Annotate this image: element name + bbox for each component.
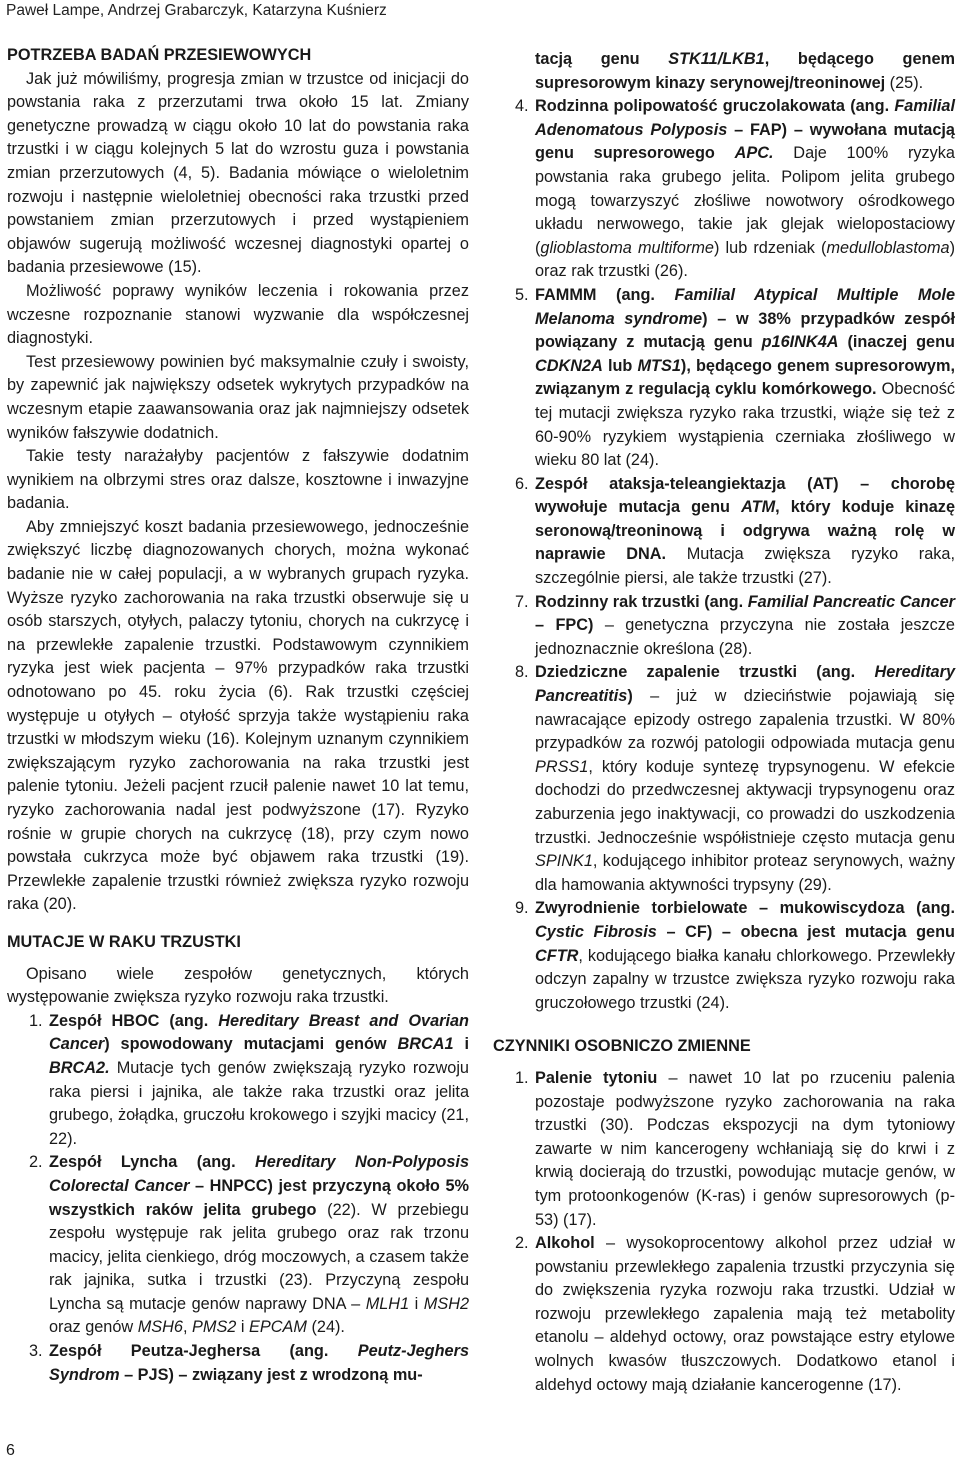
section-title-screening: POTRZEBA BADAŃ PRZESIEWOWYCH: [7, 46, 312, 64]
paragraph: Test przesiewowy powinien być maksymalnie czuły i swoisty, by zapewnić jak największy odsetek wykrytych przypadków na wczesnym etapie zaawansowania oraz jak najmniejszy odsetek wyników fałszywie dodatnich.: [7, 352, 469, 442]
item-text: , który koduje syntezę trypsynogenu. W efekcie dochodzi do przedwczesnej aktywacji trypsynogenu oraz zaburzenia jego inaktywacji, co prowadzi do uszkodzenia trzustki. Jednocześnie współistnieje często mutacja genu: [535, 757, 955, 847]
list-item-cf: [493, 897, 955, 1015]
item-text: – PJS) – związany jest z wrodzoną mu-: [119, 1365, 423, 1384]
item-text: Mutacje tych genów zwiększają ryzyko rozwoju raka piersi i jajnika, ale także raka trzustki oraz jelita grubego, żołądka, gruczołu krokowego i szyjki macicy (21, 22).: [49, 1058, 469, 1148]
running-header-authors: Paweł Lampe, Andrzej Grabarczyk, Katarzyna Kuśnierz: [6, 2, 387, 19]
section-title-mutations: MUTACJE W RAKU TRZUSTKI: [7, 932, 241, 951]
item-text: glioblastoma multiforme: [540, 238, 714, 257]
item-text: i: [453, 1035, 469, 1054]
gene-name: ATM: [741, 498, 776, 517]
item-text: oraz genów: [49, 1318, 138, 1337]
list-number: 6.: [515, 474, 529, 493]
item-text: Familial Atypical Multiple Mole Melanoma syndrome: [535, 285, 955, 328]
item-text: medulloblastoma: [826, 238, 950, 257]
item-text: Zespół Lyncha (ang.: [49, 1153, 256, 1172]
list-item-pjs-continued: [493, 48, 955, 95]
item-text: (inaczej genu: [838, 333, 955, 352]
item-text: (25).: [885, 73, 924, 92]
right-column: [493, 48, 955, 1397]
item-text: Dziedziczne zapalenie trzustki (ang.: [535, 663, 875, 682]
list-item-fpc: [493, 591, 955, 662]
item-text: Hereditary Breast and Ovarian Cancer: [49, 1011, 469, 1054]
gene-name: SPINK1: [535, 852, 593, 871]
list-item-pjs: [7, 1340, 469, 1387]
list-item-hp: [493, 661, 955, 897]
gene-name: MLH1: [365, 1294, 410, 1313]
item-text: tacją genu: [535, 50, 669, 68]
item-text: – wysokoprocentowy alkohol przez udział w powstaniu przewlekłego zapalenia trzustki przyczynia się do zwiększenia ryzyka rozwoju raka trzustki. Udział w rozwoju przewlekłego zapalenia mają też metabolity etanolu – aldehyd octowy, oraz powstające estry etylowe wolnych kwasów tłuszczowych. Dodatkowo etanol i aldehyd octowy mają działanie kancerogenne (17).: [535, 1234, 955, 1394]
item-text: – nawet 10 lat po rzuceniu palenia pozostaje podwyższone ryzyko zachorowania na raka trzustki (30). Podczas ekspozycji na dym tytoniowy zawarte w nim kancerogeny wchłaniają się do krwi i z krwią docierają do trzustki, powodując mutacje genów, w tym protoonkogenów (K-ras) i genów supresorowych (p-53) (17).: [535, 1068, 955, 1229]
item-text: lub: [602, 356, 638, 375]
gene-name: MSH6: [137, 1318, 183, 1337]
gene-name: CDKN2A: [535, 356, 603, 375]
list-item-hboc: [7, 1010, 469, 1152]
list-item-at: [493, 473, 955, 591]
list-number: 1.: [515, 1068, 529, 1087]
paragraph: Możliwość poprawy wyników leczenia i rokowania przez wczesne rozpoznanie stanowi wyzwanie dla współczesnej diagnostyki.: [7, 281, 469, 348]
item-text: ) spowodowany mutacjami genów: [104, 1035, 398, 1054]
item-text: FAMMM (ang.: [535, 285, 675, 304]
gene-name: EPCAM: [249, 1318, 307, 1337]
gene-name: PRSS1: [535, 757, 589, 776]
gene-name: BRCA2.: [49, 1058, 110, 1077]
item-text: ): [627, 687, 633, 706]
item-text: Cystic Fibrosis: [535, 922, 657, 941]
item-text: Mutacja zwiększa ryzyko raka, szczególnie piersi, ale także trzustki (27).: [535, 545, 955, 588]
item-text: – FAP) – wywołana mutacją genu supresorowego: [535, 120, 955, 163]
paragraph: Takie testy narażałyby pacjentów z fałszywie dodatnim wynikiem na olbrzymi stres oraz dalsze, kosztowne i inwazyjne badania.: [7, 447, 469, 513]
gene-name: APC.: [734, 144, 774, 163]
item-text: , będącego genem supresorowym kinazy serynowej/treoninowej: [535, 50, 955, 92]
left-column: [7, 44, 469, 1387]
item-text: Peutz-Jeghers Syndrom: [49, 1342, 469, 1384]
item-text: Alkohol: [535, 1234, 595, 1253]
list-number: 7.: [515, 592, 529, 611]
item-text: – CF) – obecna jest mutacja genu: [656, 922, 955, 941]
item-text: – FPC): [535, 616, 594, 635]
item-text: (22). W przebiegu zespołu występuje rak jelita grubego oraz rak trzonu macicy, jelita cienkiego, dróg moczowych, a czasem także rak jajnika, sutka i trzustki (23). Przyczyną zespołu Lyncha są mutacje genów naprawy DNA –: [49, 1200, 469, 1313]
item-text: Hereditary Non-Polyposis Colorectal Cancer: [49, 1153, 469, 1195]
list-number: 1.: [29, 1011, 43, 1030]
list-item-lynch: [7, 1151, 469, 1340]
list-number: 3.: [29, 1342, 43, 1361]
item-text: i: [236, 1318, 250, 1337]
gene-name: BRCA1: [397, 1035, 454, 1054]
item-text: ,: [182, 1318, 193, 1337]
item-text: Daje 100% ryzyka powstania raka grubego jelita. Polipom jelita grubego mogą towarzyszyć złośliwe nowotwory ośrodkowego układu nerwowego, takie jak glejak wielopostaciowy (: [535, 144, 955, 257]
item-text: ) lub rdzeniak (: [713, 238, 827, 257]
item-text: Zespół HBOC (ang.: [49, 1011, 219, 1030]
item-text: Familial Pancreatic Cancer: [747, 592, 955, 611]
item-text: , kodującego białka kanału chlorkowego. Przewlekły odczyn zapalny w trzustce zwiększa ryzyko rozwoju raka gruczołowego trzustki (24).: [535, 946, 955, 1012]
gene-name: PMS2: [192, 1318, 237, 1337]
item-text: Obecność tej mutacji zwiększa ryzyko raka trzustki, wiąże się też z 60-90% ryzykiem wystąpienia czerniaka złośliwego w wieku 80 lat (24).: [535, 380, 955, 470]
item-text: , który koduje kinazę seronową/treoninową i odgrywa ważną rolę w naprawie DNA.: [535, 498, 955, 564]
item-text: ) – w 38% przypadków zespół powiązany z mutacją genu: [535, 309, 955, 352]
gene-name: MSH2: [423, 1294, 470, 1313]
gene-name: CFTR: [535, 946, 579, 965]
item-text: Zwyrodnienie torbielowate – mukowiscydoza (ang.: [535, 899, 955, 918]
item-text: – genetyczna przyczyna nie została jeszcze jednoznacznie określona (28).: [535, 616, 955, 658]
page-number: 6: [6, 1442, 15, 1459]
item-text: ) oraz rak trzustki (26).: [535, 238, 955, 281]
list-number: 9.: [515, 899, 529, 918]
item-text: – HNPCC) jest przyczyną około 5% wszystkich raków jelita grubego: [49, 1176, 469, 1219]
item-text: Zespół Peutza-Jeghersa (ang.: [49, 1342, 358, 1361]
list-number: 2.: [29, 1153, 43, 1172]
list-item-fammm: [493, 284, 955, 473]
list-number: 8.: [515, 663, 529, 682]
item-text: Zespół ataksja-teleangiektazja (AT) – chorobę wywołuje mutacja genu: [535, 474, 955, 517]
list-number: 4.: [515, 97, 529, 116]
gene-name: STK11/LKB1: [668, 50, 765, 68]
item-text: (24).: [306, 1318, 345, 1337]
paragraph: Jak już mówiliśmy, progresja zmian w trzustce od inicjacji do powstania raka z przerzutami trwa około 15 lat. Zmiany genetyczne prowadzą w ciągu około 10 lat do powstania raka trzustki i w ciągu kolejnych 5 lat do wzrostu guza i powstania zmian przerzutowych (4, 5). Badania mówiące o wieloletnim rozwoju i następnie wieloletniej obecności raka trzustki przed powstaniem zmian przerzutowych i przed wystąpieniem objawów sugerują możliwość wczesnej diagnostyki opartej o badania przesiewowe (15).: [7, 69, 469, 277]
paragraph: Opisano wiele zespołów genetycznych, których występowanie zwiększa ryzyko rozwoju raka trzustki.: [7, 964, 469, 1007]
item-text: Hereditary Pancreatitis: [535, 663, 955, 706]
gene-name: p16INK4A: [761, 333, 839, 352]
list-item-fap: [493, 95, 955, 284]
item-text: Rodzinny rak trzustki (ang.: [535, 592, 748, 611]
list-item-alcohol: [493, 1232, 955, 1397]
item-text: , kodującego inhibitor proteaz serynowych, ważny dla hamowania aktywności trypsyny (29).: [535, 852, 955, 894]
paragraph: Aby zmniejszyć koszt badania przesiewowego, jednocześnie zwiększyć liczbę diagnozowanych chorych, można wykonać badanie nie w całej populacji, a w wybranych grupach ryzyka. Wyższe ryzyko zachorowania na raka trzustki obserwuje się u osób starszych, otyłych, palaczy tytoniu, chorych na cukrzycę i na przewlekłe zapalenie trzustki. Podstawowym czynnikiem ryzyka jest wiek pacjenta – 97% przypadków raka trzustki odnotowano po 45. roku życia (6). Rak trzustki częściej występuje u otyłych – otyłość sprzyja także wystąpieniu raka trzustki w młodszym wieku (16). Kolejnym uznanym czynnikiem zwiększającym ryzyko zachorowania na raka trzustki jest palenie tytoniu. Jeżeli pacjent rzucił palenie nawet 10 lat temu, ryzyko zachorowania nadal jest podwyższone (17). Ryzyko rośnie w grupie chorych na cukrzycę (18), przy czym nowo powstała cukrzyca może być objawem raka trzustki (19). Przewlekłe zapalenie trzustki również zwiększa ryzyko rozwoju raka (20).: [7, 517, 469, 914]
list-item-smoking: [493, 1067, 955, 1232]
item-text: Familial Adenomatous Polyposis: [535, 97, 955, 139]
item-text: Palenie tytoniu: [535, 1068, 658, 1087]
list-number: 5.: [515, 285, 529, 304]
item-text: Rodzinna polipowatość gruczolakowata (ang.: [535, 97, 895, 116]
item-text: – już w dzieciństwie pojawiają się nawracające epizody ostrego zapalenia trzustki. W 80% przypadków za rozwój patologii odpowiada mutacja genu: [535, 687, 955, 753]
list-number: 2.: [515, 1234, 529, 1253]
section-title-modifiable-factors: CZYNNIKI OSOBNICZO ZMIENNE: [493, 1037, 751, 1056]
item-text: i: [409, 1294, 424, 1313]
gene-name: MTS1: [637, 356, 681, 375]
item-text: ), będącego genem supresorowym, związanym z regulacją cyklu komórkowego.: [535, 356, 955, 399]
